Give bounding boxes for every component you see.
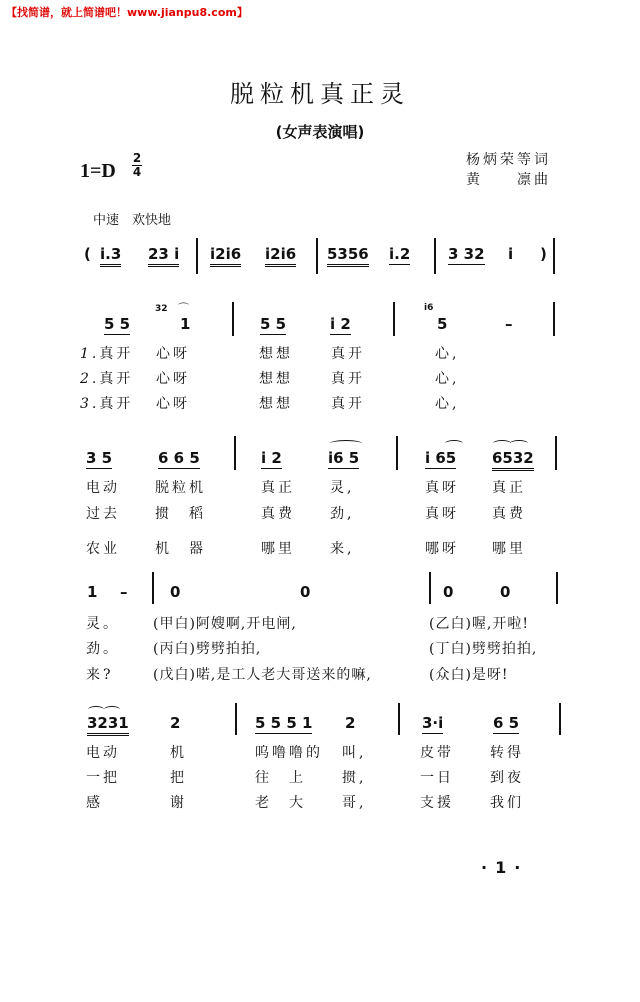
barline <box>556 572 558 604</box>
note-group: i2i6 <box>210 245 241 267</box>
lyric: 哪里 <box>492 541 526 557</box>
note-group: – <box>120 583 128 601</box>
lyric: 把 <box>170 770 187 786</box>
time-signature <box>130 152 144 179</box>
composer: 黄 凛曲 <box>466 172 551 188</box>
note-group: 1 <box>87 583 98 601</box>
lyric: 真开 <box>331 346 365 362</box>
note-group: 2 <box>345 714 356 732</box>
grace-note: i6 <box>424 303 434 313</box>
lyric: 心, <box>435 371 460 387</box>
lyric: 灵。 <box>86 616 120 632</box>
lyric: 掼, <box>342 770 367 786</box>
slur <box>330 440 362 447</box>
lyric: 心, <box>435 396 460 412</box>
key-signature: 1=D <box>80 160 116 182</box>
lyric: 脱粒机 <box>155 480 206 496</box>
lyric: 到夜 <box>490 770 524 786</box>
lyric: 农业 <box>86 541 120 557</box>
barline <box>152 572 154 604</box>
note-group: 0 <box>170 583 181 601</box>
lyric: 我们 <box>490 795 524 811</box>
lyric: 一日 <box>420 770 454 786</box>
lyric: 真开 <box>331 371 365 387</box>
dialogue: (众白)是呀! <box>429 667 509 683</box>
note-group: 0 <box>500 583 511 601</box>
lyric: 真正 <box>261 480 295 496</box>
verse-2-lyrics: 2.真开 <box>80 371 134 387</box>
dialogue: (丁白)劈劈拍拍, <box>429 641 538 657</box>
lyric: 掼 稻 <box>155 506 206 522</box>
note-group: i 2 <box>261 449 282 467</box>
note-group: 0 <box>300 583 311 601</box>
lyric: 想想 <box>259 371 293 387</box>
fermata-icon: ⌒ <box>178 302 189 315</box>
note-group: 5356 <box>327 245 369 267</box>
lyric: 灵, <box>330 480 355 496</box>
note-group: i.2 <box>389 245 411 263</box>
note-group: i6 5 <box>328 449 360 467</box>
lyric: 支援 <box>420 795 454 811</box>
lyric: 叫, <box>342 745 367 761</box>
time-numerator: 2 <box>132 151 142 165</box>
lyric: 来, <box>330 541 355 557</box>
barline <box>555 436 557 470</box>
lyric: 老 大 <box>255 795 306 811</box>
lyric: 呜噜噜的 <box>255 745 323 761</box>
note-group: i <box>508 245 514 263</box>
open-paren: ( <box>84 245 91 263</box>
note-group: i.3 <box>100 245 121 267</box>
lyric: 心呀 <box>156 396 190 412</box>
lyric: 来? <box>86 667 114 683</box>
note-group: i 2 <box>330 315 351 333</box>
lyric: 想想 <box>259 346 293 362</box>
lyric: 真费 <box>261 506 295 522</box>
slur <box>493 440 511 447</box>
verse-3-lyrics: 3.真开 <box>80 396 134 412</box>
note-group: 6 5 <box>493 714 520 732</box>
lyric: 机 <box>170 745 187 761</box>
lyric: 往 上 <box>255 770 306 786</box>
barline <box>235 703 237 735</box>
lyric: 真呀 <box>425 506 459 522</box>
barline <box>196 238 198 274</box>
lyric: 心, <box>435 346 460 362</box>
dialogue: (乙白)喔,开啦! <box>429 616 529 632</box>
note-group: 5 5 <box>104 315 131 333</box>
lyric: 真开 <box>331 396 365 412</box>
credits <box>466 150 551 190</box>
grace-note: 32 <box>155 304 168 314</box>
lyric: 过去 <box>86 506 120 522</box>
note-group: 3 5 <box>86 449 113 467</box>
lyric: 真呀 <box>425 480 459 496</box>
dialogue: (甲白)阿嫂啊,开电闸, <box>153 616 297 632</box>
barline <box>396 436 398 470</box>
note-group: 3231 <box>87 714 129 736</box>
lyric: 真费 <box>492 506 526 522</box>
lyric: 真正 <box>492 480 526 496</box>
slur <box>445 440 463 447</box>
lyric: 心呀 <box>156 346 190 362</box>
note-group: 5 5 5 1 <box>255 714 313 732</box>
lyric: 电动 <box>86 745 120 761</box>
lyric: 一把 <box>86 770 120 786</box>
barline <box>434 238 436 274</box>
note-group: 2 <box>170 714 181 732</box>
lyric: 感 <box>86 795 103 811</box>
barline <box>393 302 395 336</box>
barline <box>232 302 234 336</box>
lyric: 谢 <box>170 795 187 811</box>
lyric: 劲, <box>330 506 355 522</box>
note-group: 3·i <box>422 714 444 732</box>
lyric: 劲。 <box>86 641 120 657</box>
barline <box>316 238 318 274</box>
lyric: 想想 <box>259 396 293 412</box>
verse-1-lyrics: 1.真开 <box>80 346 134 362</box>
barline <box>429 572 431 604</box>
note-group: 5 5 <box>260 315 287 333</box>
song-subtitle: (女声表演唱) <box>275 123 365 141</box>
note-group: i2i6 <box>265 245 296 267</box>
note-group: 6532 <box>492 449 534 471</box>
note-group: 23 i <box>148 245 179 267</box>
lyric: 皮带 <box>420 745 454 761</box>
lyric: 心呀 <box>156 371 190 387</box>
song-title: 脱粒机真正灵 <box>230 80 410 108</box>
dialogue: (戊白)喏,是工人老大哥送来的嘛, <box>153 667 372 683</box>
lyric: 电动 <box>86 480 120 496</box>
slur <box>104 706 120 713</box>
time-denominator: 4 <box>132 165 142 179</box>
barline <box>553 238 555 274</box>
lyric: 转得 <box>490 745 524 761</box>
watermark-banner: 【找简谱，就上简谱吧！www.jianpu8.com】 <box>6 6 248 19</box>
barline <box>398 703 400 735</box>
note-group: i 65 <box>425 449 457 467</box>
page-number: ·1· <box>481 858 529 877</box>
slur <box>510 440 528 447</box>
lyric: 哥, <box>342 795 367 811</box>
note-group: 1 <box>180 315 191 333</box>
note-group: 5 <box>437 315 448 333</box>
lyric: 哪呀 <box>425 541 459 557</box>
barline <box>559 703 561 735</box>
note-group: 0 <box>443 583 454 601</box>
dialogue: (丙白)劈劈拍拍, <box>153 641 262 657</box>
lyricist: 杨炳荣等词 <box>466 152 551 168</box>
barline <box>234 436 236 470</box>
note-group: 3 32 <box>448 245 485 263</box>
barline <box>553 302 555 336</box>
lyric: 哪里 <box>261 541 295 557</box>
lyric: 机 器 <box>155 541 206 557</box>
tempo-marking: 中速 欢快地 <box>93 213 172 228</box>
slur <box>88 706 104 713</box>
close-paren: ) <box>540 245 547 263</box>
note-group: – <box>505 315 513 333</box>
note-group: 6 6 5 <box>158 449 200 467</box>
